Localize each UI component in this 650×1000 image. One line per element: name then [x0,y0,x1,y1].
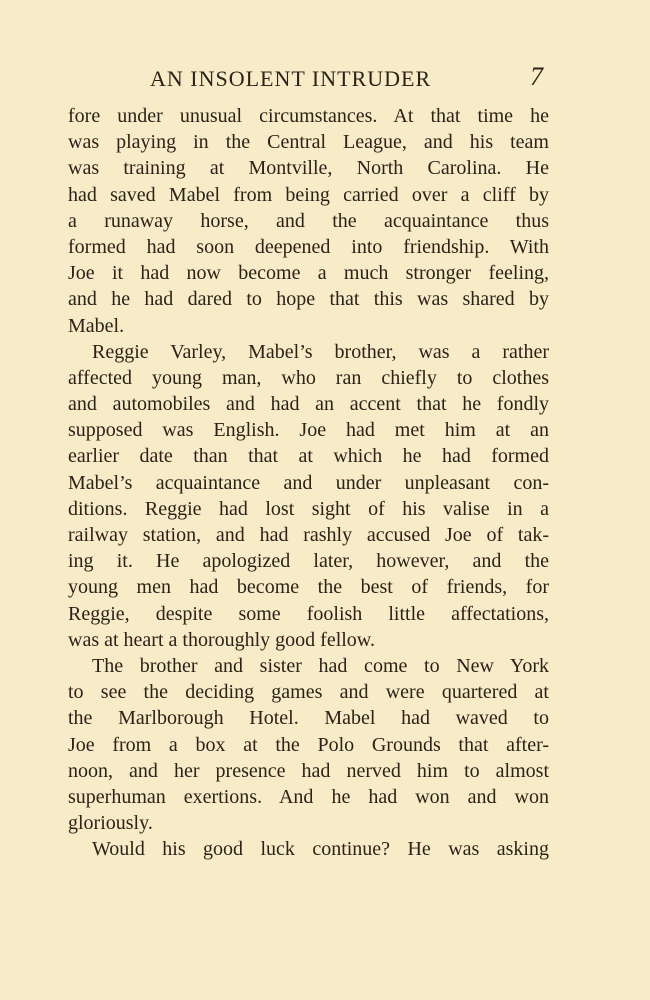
text-line: Reggie, despite some foolish little affectations, [68,602,549,625]
text-line: a runaway horse, and the acquaintance thus [68,209,549,232]
text-line: Joe it had now become a much stronger feeling, [68,262,549,285]
page-number: 7 [530,62,543,91]
text-line: Mabel. [68,314,125,337]
text-line: superhuman exertions. And he had won and won [68,785,549,808]
text-line: affected young man, who ran chiefly to clothes [68,366,549,389]
text-line: to see the deciding games and were quartered at [68,681,549,704]
text-line: gloriously. [68,812,153,835]
text-line: and automobiles and had an accent that he fondly [68,393,549,416]
text-line: was at heart a thoroughly good fellow. [68,628,375,651]
text-line: formed had soon deepened into friendship. With [68,235,549,258]
text-line: was playing in the Central League, and his team [68,131,549,154]
text-line: Reggie Varley, Mabel’s brother, was a rather [92,340,549,363]
text-line: young men had become the best of friends, for [68,576,549,599]
text-line: Mabel’s acquaintance and under unpleasant con- [68,471,549,494]
text-line: ing it. He apologized later, however, and the [68,550,549,573]
text-line: railway station, and had rashly accused Joe of tak- [68,524,549,546]
text-line: the Marlborough Hotel. Mabel had waved to [68,707,549,730]
body-text [68,103,549,862]
text-line: Would his good luck continue? He was asking [92,838,549,861]
text-line: Joe from a box at the Polo Grounds that after- [68,733,549,756]
text-line: earlier date than that at which he had formed [68,445,549,468]
text-line: supposed was English. Joe had met him at an [68,419,549,442]
running-header [0,64,650,94]
text-line: ditions. Reggie had lost sight of his valise in a [68,497,549,520]
text-line: The brother and sister had come to New York [92,654,549,677]
text-line: was training at Montville, North Carolina. He [68,157,549,180]
text-line: noon, and her presence had nerved him to almost [68,759,549,782]
text-line: had saved Mabel from being carried over a cliff by [68,183,549,206]
text-line: fore under unusual circumstances. At that time he [68,105,549,127]
running-title: AN INSOLENT INTRUDER [150,66,432,91]
text-line: and he had dared to hope that this was shared by [68,288,549,311]
